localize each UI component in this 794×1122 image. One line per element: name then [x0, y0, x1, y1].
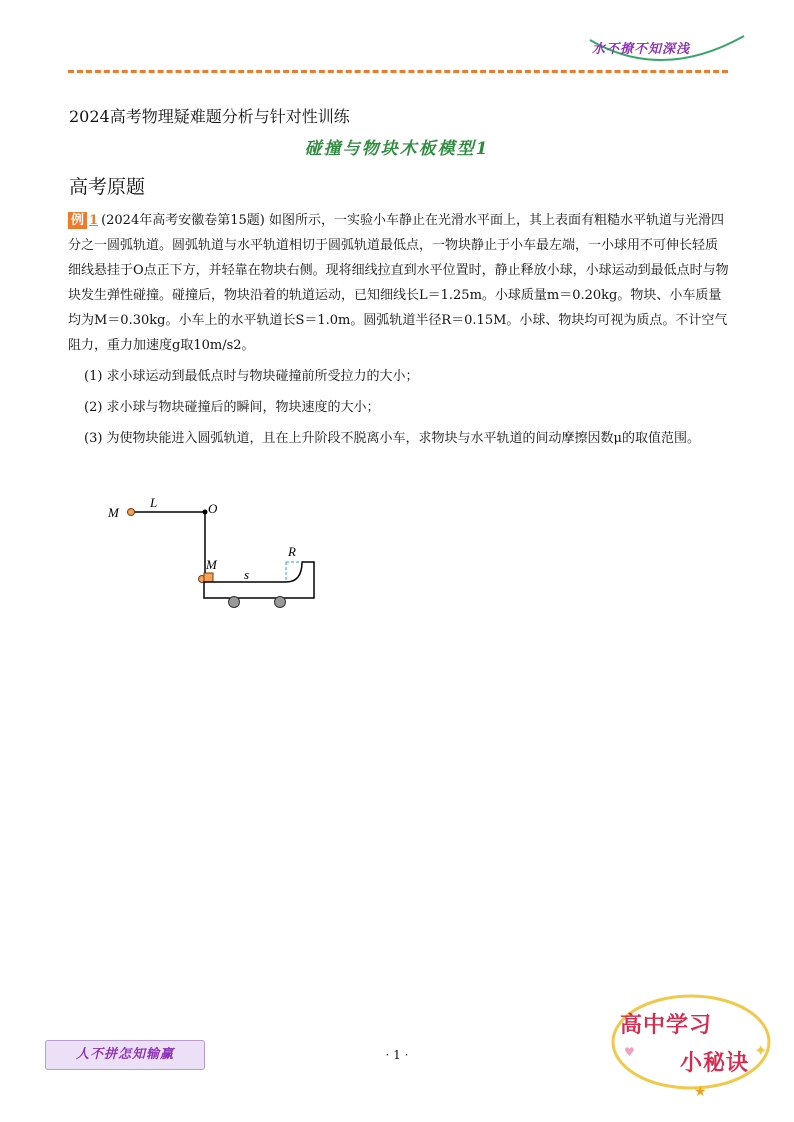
- label-M-block: M: [206, 557, 217, 572]
- problem-paragraph: [68, 208, 730, 358]
- cart-body: [204, 562, 314, 598]
- page-number: · 1 ·: [385, 1048, 409, 1062]
- svg-text:★: ★: [694, 1084, 707, 1100]
- physics-diagram: [100, 490, 340, 620]
- ball-initial: [128, 509, 135, 516]
- problem-text: (2024年高考安徽卷第15题) 如图所示，一实验小车静止在光滑水平面上，其上表面有粗糙水平轨道与光滑四分之一圆弧轨道。圆弧轨道与水平轨道相切于圆弧轨道最低点，一物块静止于小车最左端，一小球用不可伸长轻质细线悬挂于O点正下方，并轻靠在物块右侧。现将细线拉直到水平位置时，静止释放小球，小球运动到最低点时与物块发生弹性碰撞。碰撞后，物块沿着的轨道运动，已知细线长L＝1.25m。小球质量m＝0.20kg。物块、小车质量均为M＝0.30kg。小车上的水平轨道长S＝1.0m。圆弧轨道半径R＝0.15M。小球、物块均可视为质点。不计空气阻力，重力加速度g取10m/s2。: [68, 213, 729, 353]
- label-L: L: [150, 495, 158, 510]
- question-1: (1) 求小球运动到最低点时与物块碰撞前所受拉力的大小；: [84, 369, 419, 384]
- block: [204, 573, 213, 582]
- footer-motto: 人不拼怎知输赢: [45, 1040, 205, 1070]
- brand-stamp: [606, 990, 776, 1100]
- document-title: 2024高考物理疑难题分析与针对性训练: [69, 107, 350, 126]
- wheel-left: [229, 597, 240, 608]
- stamp-text-top: 高中学习: [620, 1013, 713, 1038]
- problem-block: [68, 208, 730, 451]
- document-subtitle: 碰撞与物块木板模型1: [304, 139, 490, 159]
- header-divider: [68, 70, 728, 73]
- label-O: O: [208, 501, 218, 516]
- label-M-top: M: [108, 505, 119, 520]
- question-2: (2) 求小球与物块碰撞后的瞬间，物块速度的大小；: [84, 400, 380, 415]
- label-R: R: [288, 544, 296, 559]
- example-badge: 例: [68, 212, 87, 229]
- pivot-point: [203, 510, 208, 515]
- header-motto: 水不撩不知深浅: [592, 42, 691, 57]
- stamp-text-bottom: 小秘诀: [680, 1051, 750, 1076]
- label-s: s: [244, 567, 250, 582]
- question-3: (3) 为使物块能进入圆弧轨道，且在上升阶段不脱离小车，求物块与水平轨道的间动摩擦因数μ的取值范围。: [84, 431, 700, 446]
- wheel-right: [275, 597, 286, 608]
- svg-text:✦: ✦: [754, 1041, 768, 1060]
- svg-text:♥: ♥: [624, 1045, 635, 1059]
- section-heading: 高考原题: [69, 176, 146, 198]
- example-number: 1: [89, 213, 99, 228]
